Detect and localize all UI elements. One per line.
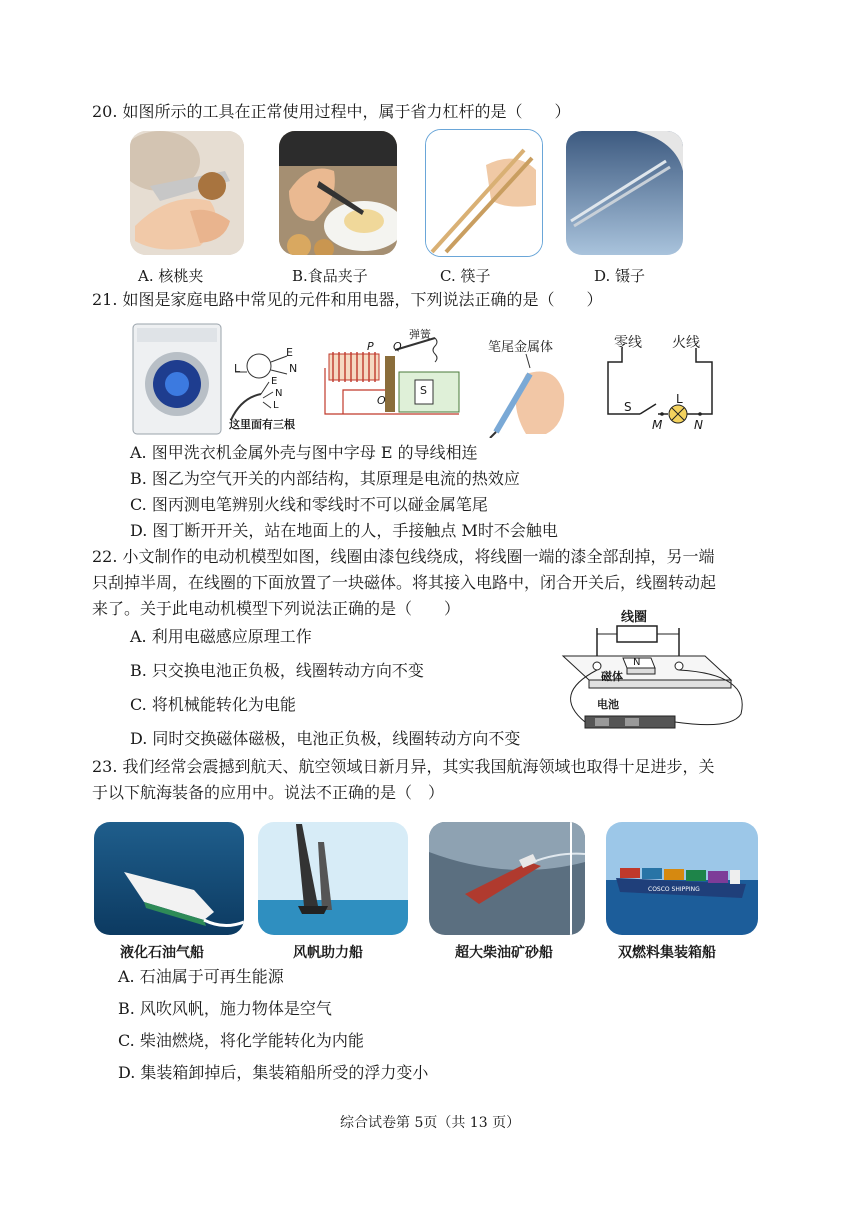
q21-option-d: D. 图丁断开开关，站在地面上的人，手接触点 M时不会触电 bbox=[130, 521, 558, 540]
q22-stem-line-1: 22. 小文制作的电动机模型如图，线圈由漆包线绕成，将线圈一端的漆全部刮掉，另一端 bbox=[92, 547, 715, 566]
caption-c: C. 筷子 bbox=[440, 267, 491, 285]
caption-d: D. 镊子 bbox=[594, 267, 646, 285]
breaker-q-label: Q bbox=[393, 340, 402, 353]
plug-label-e: E bbox=[271, 376, 278, 387]
q23-stem-line-2: 于以下航海装备的应用中。说法不正确的是（ ） bbox=[92, 783, 445, 802]
walnut-cracker-photo bbox=[130, 131, 244, 255]
page-footer: 综合试卷第 5页（共 13 页） bbox=[340, 1115, 521, 1131]
household-circuit-figure bbox=[600, 332, 722, 432]
test-pen-figure bbox=[486, 334, 576, 438]
switch-s-label: S bbox=[624, 400, 632, 414]
neutral-wire-label: 零线 bbox=[614, 335, 642, 351]
plug-label-n: N bbox=[275, 388, 283, 399]
q21-option-a: A. 图甲洗衣机金属外壳与图中字母 E 的导线相连 bbox=[130, 443, 478, 462]
lamp-l-label: L bbox=[676, 392, 683, 406]
point-n-label: N bbox=[694, 418, 703, 432]
washing-machine-figure bbox=[131, 322, 309, 438]
q23-option-b: B. 风吹风帆，施力物体是空气 bbox=[118, 999, 332, 1018]
magnet-label: 磁体 bbox=[601, 670, 623, 683]
q21-option-b: B. 图乙为空气开关的内部结构，其原理是电流的热效应 bbox=[130, 469, 520, 488]
plug-label-l2: L bbox=[273, 400, 279, 411]
coil-label: 线圈 bbox=[621, 610, 648, 625]
motor-model-figure bbox=[555, 604, 755, 744]
caption-b: B.食品夹子 bbox=[292, 267, 368, 285]
q23-option-d: D. 集装箱卸掉后，集装箱船所受的浮力变小 bbox=[118, 1063, 429, 1082]
ship-caption-1: 液化石油气船 bbox=[120, 945, 204, 961]
q23-stem-line-1: 23. 我们经常会震撼到航天、航空领域日新月异，其实我国航海领域也取得十足进步，关 bbox=[92, 757, 715, 776]
q22-option-c: C. 将机械能转化为电能 bbox=[130, 695, 296, 714]
q23-option-c: C. 柴油燃烧，将化学能转化为内能 bbox=[118, 1031, 364, 1050]
ship-hull-text: COSCO SHIPPING bbox=[648, 886, 700, 893]
food-tongs-photo bbox=[279, 131, 397, 255]
q21-stem: 21. 如图是家庭电路中常见的元件和用电器，下列说法正确的是（ ） bbox=[92, 290, 603, 309]
washer-note: 这里面有三根 bbox=[229, 418, 295, 431]
q22-option-b: B. 只交换电池正负极，线圈转动方向不变 bbox=[130, 661, 424, 680]
live-wire-label: 火线 bbox=[672, 335, 700, 351]
plug-label-n-top: N bbox=[289, 362, 298, 375]
ship-caption-3: 超大柴油矿砂船 bbox=[455, 945, 553, 961]
breaker-s-label: S bbox=[420, 384, 427, 397]
container-ship-photo bbox=[606, 822, 758, 935]
breaker-o-label: O bbox=[377, 394, 386, 407]
q22-stem-line-2: 只刮掉半周，在线圈的下面放置了一块磁体。将其接入电路中，闭合开关后，线圈转动起 bbox=[92, 573, 717, 592]
breaker-spring-label: 弹簧 bbox=[409, 328, 431, 341]
lpg-carrier-photo bbox=[94, 822, 244, 935]
tweezers-photo bbox=[566, 131, 683, 255]
q21-option-c: C. 图丙测电笔辨别火线和零线时不可以碰金属笔尾 bbox=[130, 495, 488, 514]
q20-stem: 20. 如图所示的工具在正常使用过程中，属于省力杠杆的是（ ） bbox=[92, 102, 571, 121]
q23-option-a: A. 石油属于可再生能源 bbox=[118, 967, 284, 986]
battery-label: 电池 bbox=[597, 698, 619, 711]
sail-assisted-ship-photo bbox=[258, 822, 408, 935]
ship-caption-2: 风帆助力船 bbox=[293, 945, 363, 961]
ore-carrier-photo bbox=[429, 822, 585, 935]
plug-label-l: L bbox=[234, 362, 241, 375]
q22-option-d: D. 同时交换磁体磁极，电池正负极，线圈转动方向不变 bbox=[130, 729, 521, 748]
plug-label-e-top: E bbox=[286, 346, 293, 359]
q22-stem-line-3: 来了。关于此电动机模型下列说法正确的是（ ） bbox=[92, 599, 461, 618]
point-m-label: M bbox=[652, 418, 663, 432]
q22-option-a: A. 利用电磁感应原理工作 bbox=[130, 627, 312, 646]
ship-caption-4: 双燃料集装箱船 bbox=[618, 945, 716, 961]
magnet-pole-n: N bbox=[633, 657, 641, 668]
breaker-p-label: P bbox=[367, 340, 374, 353]
chopsticks-photo bbox=[425, 129, 543, 257]
caption-a: A. 核桃夹 bbox=[138, 267, 204, 285]
pen-tail-label: 笔尾金属体 bbox=[488, 340, 554, 355]
air-breaker-figure bbox=[323, 330, 463, 430]
